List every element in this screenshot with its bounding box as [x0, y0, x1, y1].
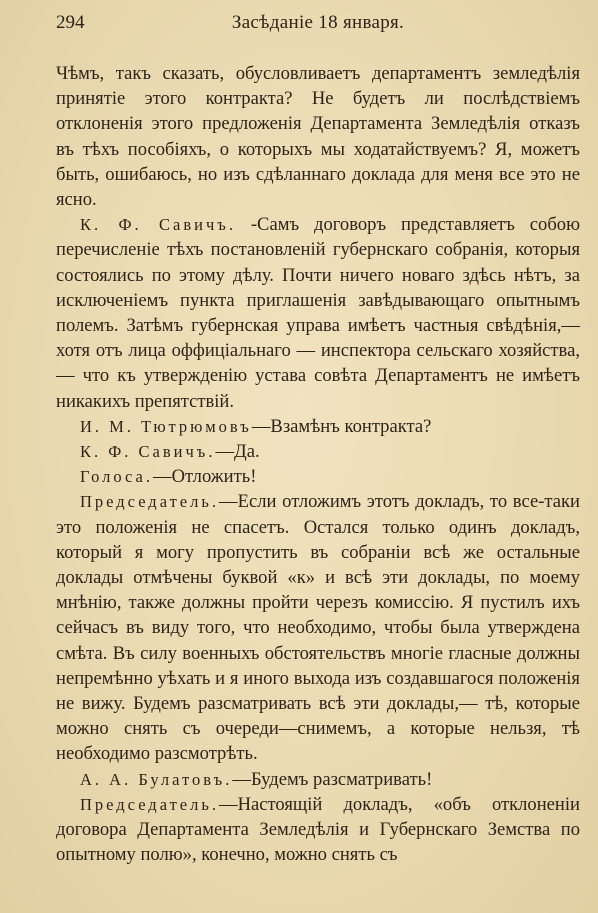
transcript-body: [56, 61, 580, 868]
paragraph: [56, 414, 580, 439]
paragraph-text: —Будемъ разсматривать!: [232, 768, 433, 790]
paragraph: [56, 489, 580, 766]
page-header: [56, 12, 580, 42]
paragraph-text: -Самъ договоръ представляетъ собою перечисленіе тѣхъ постановленій губернскаго собранія, которыя состоялись по этому дѣлу. Почти ничего новаго здѣсь нѣтъ, за исключеніемъ пункта приглашенія завѣдывающаго опытнымъ полемъ. Затѣмъ губернская управа имѣетъ частныя свѣдѣнія,— хотя отъ лица оффиціальнаго — инспектора сельскаго хозяйства, — что къ утвержденію устава совѣта Департаментъ не имѣетъ никакихъ препятствій.: [56, 214, 580, 412]
paragraph-text: Чѣмъ, такъ сказать, обусловливаетъ департаментъ земледѣлія принятіе этого контракта? Не будетъ ли послѣдствіемъ отклоненія этого предложенія Департамента Земледѣлія отказъ въ тѣхъ пособіяхъ, о которыхъ мы ходатайствуемъ? Я, можетъ быть, ошибаюсь, но изъ сдѣланнаго доклада для меня все это не ясно.: [56, 63, 580, 211]
paragraph: [56, 464, 580, 489]
paragraph: [56, 212, 580, 414]
speaker-name: Голоса.: [80, 467, 153, 487]
speaker-name: Председатель.: [80, 794, 220, 814]
book-page: [56, 12, 580, 868]
speaker-name: Председатель.: [80, 492, 220, 512]
speaker-name: И. М. Тютрюмовъ: [80, 416, 252, 436]
page-number: 294: [56, 12, 85, 33]
paragraph-text: —Отложить!: [153, 466, 257, 488]
speaker-name: А. А. Булатовъ.: [80, 769, 233, 789]
paragraph-text: —Настоящій докладъ, «объ отклоненіи договора Департамента Земледѣлія и Губернскаго Земства по опытному полю», конечно, можно снять съ: [56, 793, 580, 866]
speaker-name: К. Ф. Савичъ.: [80, 442, 216, 462]
paragraph-text: —Если отложимъ этотъ докладъ, то все-таки это положенія не спасетъ. Остался только одинъ докладъ, который я могу пропустить въ собраніи всѣ же остальные доклады отмѣчены буквой «к» и всѣ эти доклады, по моему мнѣнію, также должны пройти черезъ комиссію. Я пустилъ ихъ сейчасъ въ виду того, что необходимо, чтобы была утверждена смѣта. Въ силу военныхъ обстоятельствъ многіе гласные должны непремѣнно уѣхать и я иного выхода изъ создавшагося положенія не вижу. Будемъ разсматривать всѣ эти доклады,— тѣ, которые можно снять съ очереди—снимемъ, а которые нельзя, тѣ необходимо разсмотрѣть.: [56, 491, 580, 765]
running-title: Засѣданіе 18 января.: [231, 12, 405, 33]
speaker-name: К. Ф. Савичъ.: [80, 215, 236, 235]
paragraph-text: —Взамѣнъ контракта?: [251, 415, 432, 437]
paragraph: [56, 792, 580, 868]
paragraph: [56, 767, 580, 792]
paragraph: [56, 61, 580, 212]
paragraph: [56, 439, 580, 464]
paragraph-text: —Да.: [215, 441, 260, 463]
